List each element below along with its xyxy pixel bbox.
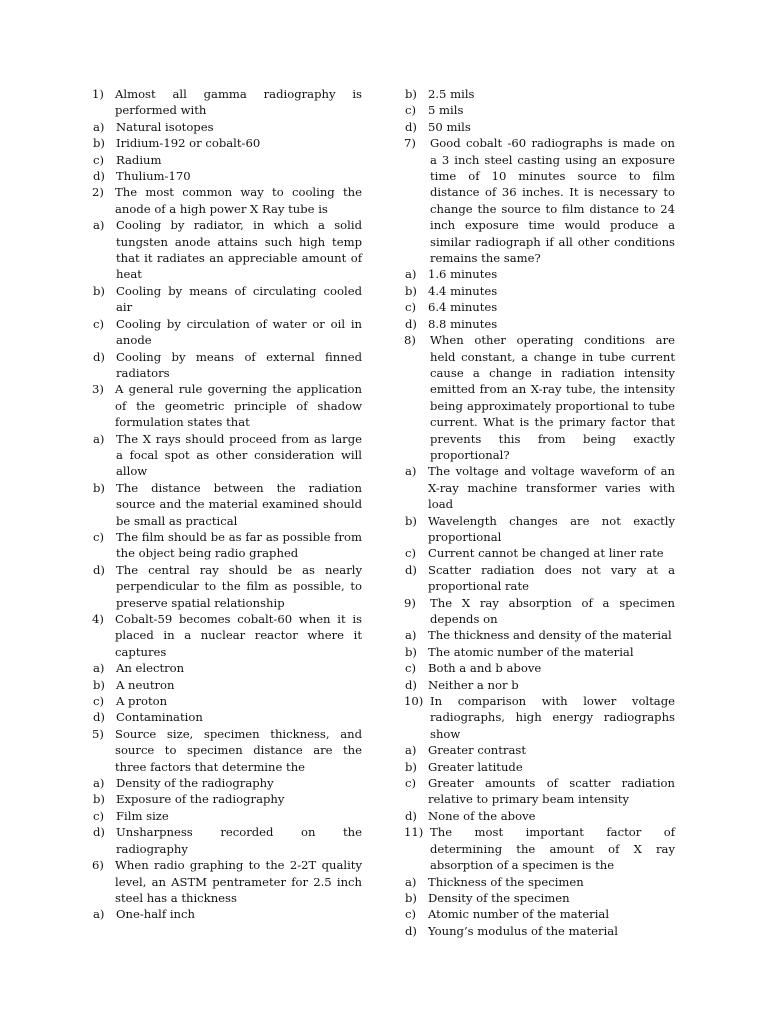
option bbox=[92, 135, 362, 151]
option-text: An electron bbox=[116, 661, 185, 676]
option bbox=[404, 283, 675, 299]
option bbox=[92, 152, 362, 168]
option bbox=[92, 906, 362, 922]
option bbox=[404, 775, 675, 808]
option bbox=[404, 513, 675, 546]
question-number: 3) bbox=[92, 382, 104, 397]
question-6 bbox=[92, 857, 362, 906]
option-text: The voltage and voltage waveform of an X-ray machine transformer varies with load bbox=[428, 464, 675, 512]
option bbox=[92, 480, 362, 529]
option-text: Neither a nor b bbox=[428, 677, 519, 692]
option-text: 1.6 minutes bbox=[428, 267, 498, 282]
option bbox=[404, 102, 675, 118]
option bbox=[404, 119, 675, 135]
option-letter: a) bbox=[405, 874, 417, 889]
option-text: Young’s modulus of the material bbox=[428, 923, 618, 938]
question-text: Source size, specimen thickness, and source to specimen distance are the three factors that determine the bbox=[115, 726, 362, 774]
option bbox=[92, 168, 362, 184]
option-letter: b) bbox=[405, 283, 417, 298]
option bbox=[92, 709, 362, 725]
question-text: The X ray absorption of a specimen depends on bbox=[430, 595, 675, 626]
option-letter: a) bbox=[405, 743, 417, 758]
option bbox=[92, 660, 362, 676]
question-number: 8) bbox=[404, 333, 416, 348]
option-text: A neutron bbox=[116, 677, 175, 692]
option-letter: c) bbox=[93, 152, 105, 167]
option-letter: c) bbox=[405, 546, 417, 561]
option bbox=[404, 759, 675, 775]
question-11 bbox=[404, 824, 675, 873]
option bbox=[92, 791, 362, 807]
option-text: A proton bbox=[116, 694, 168, 709]
option-letter: a) bbox=[405, 628, 417, 643]
option-letter: c) bbox=[405, 776, 417, 791]
option-letter: b) bbox=[93, 136, 105, 151]
option-text: The film should be as far as possible from the object being radio graphed bbox=[116, 529, 362, 561]
question-10 bbox=[404, 693, 675, 742]
option bbox=[92, 529, 362, 562]
option bbox=[404, 316, 675, 332]
question-text: When other operating conditions are held constant, a change in tube current cause a change in radiation intensity emitted from an X-ray tube, the intensity being approximately proportional to tube current. What is the primary factor that prevents this from being exactly proportional? bbox=[430, 333, 675, 462]
option-letter: d) bbox=[405, 562, 417, 577]
question-number: 2) bbox=[92, 185, 104, 200]
option-text: Radium bbox=[116, 152, 162, 167]
option-text: Thickness of the specimen bbox=[428, 874, 584, 889]
option-letter: c) bbox=[93, 529, 105, 544]
option-text: Wavelength changes are not exactly proportional bbox=[428, 513, 675, 544]
option-letter: c) bbox=[93, 316, 105, 331]
option bbox=[92, 283, 362, 316]
option-text: Scatter radiation does not vary at a proportional rate bbox=[428, 562, 675, 594]
option bbox=[92, 316, 362, 349]
question-number: 7) bbox=[404, 136, 416, 151]
option-letter: d) bbox=[93, 562, 105, 577]
question-2 bbox=[92, 184, 362, 217]
option-text: Density of the specimen bbox=[428, 890, 570, 905]
option-text: 4.4 minutes bbox=[428, 283, 498, 298]
question-5 bbox=[92, 726, 362, 775]
option bbox=[92, 808, 362, 824]
question-1 bbox=[92, 86, 362, 119]
option bbox=[404, 677, 675, 693]
option-letter: a) bbox=[405, 267, 417, 282]
option bbox=[92, 562, 362, 611]
option-text: None of the above bbox=[428, 808, 536, 823]
option-letter: d) bbox=[93, 825, 105, 840]
option-text: 5 mils bbox=[428, 103, 464, 118]
option-letter: d) bbox=[93, 710, 105, 725]
option-text: The thickness and density of the material bbox=[428, 628, 672, 643]
option-text: Film size bbox=[116, 808, 169, 823]
option-letter: b) bbox=[93, 792, 105, 807]
question-number: 5) bbox=[92, 726, 104, 741]
option-text: One-half inch bbox=[116, 907, 195, 922]
option bbox=[404, 545, 675, 561]
option-letter: c) bbox=[405, 300, 417, 315]
right-column bbox=[404, 86, 675, 939]
option bbox=[404, 463, 675, 512]
option bbox=[404, 874, 675, 890]
option-letter: a) bbox=[93, 218, 105, 233]
option bbox=[404, 808, 675, 824]
option bbox=[404, 627, 675, 643]
option-text: Cooling by means of circulating cooled air bbox=[116, 283, 362, 315]
option bbox=[92, 431, 362, 480]
option bbox=[92, 217, 362, 283]
option bbox=[404, 562, 675, 595]
question-8 bbox=[404, 332, 675, 463]
option-text: Thulium-170 bbox=[116, 169, 191, 184]
option bbox=[92, 824, 362, 857]
question-text: The most common way to cooling the anode of a high power X Ray tube is bbox=[115, 185, 362, 216]
left-column bbox=[92, 86, 362, 923]
option-text: The central ray should be as nearly perpendicular to the film as possible, to preserve spatial relationship bbox=[116, 562, 362, 610]
option-letter: b) bbox=[405, 759, 417, 774]
option bbox=[404, 923, 675, 939]
option-letter: b) bbox=[405, 513, 417, 528]
option-text: Natural isotopes bbox=[116, 119, 214, 134]
option bbox=[404, 890, 675, 906]
option-text: Greater amounts of scatter radiation relative to primary beam intensity bbox=[428, 776, 675, 807]
option-letter: a) bbox=[93, 661, 105, 676]
question-3 bbox=[92, 381, 362, 430]
question-number: 6) bbox=[92, 858, 104, 873]
option bbox=[404, 86, 675, 102]
option-letter: d) bbox=[405, 316, 417, 331]
question-9 bbox=[404, 595, 675, 628]
option-text: Atomic number of the material bbox=[428, 907, 610, 922]
option bbox=[92, 677, 362, 693]
question-text: Good cobalt -60 radiographs is made on a 3 inch steel casting using an exposure time of 10 minutes source to film distance of 36 inches. It is necessary to change the source to film distance to 24 inch exposure time would produce a similar radiograph if all other conditions remains the same? bbox=[430, 136, 675, 266]
question-number: 9) bbox=[404, 595, 416, 610]
option bbox=[92, 775, 362, 791]
option-letter: b) bbox=[93, 283, 105, 298]
question-7 bbox=[404, 135, 675, 266]
option-text: Cooling by radiator, in which a solid tungsten anode attains such high temp that it radiates an appreciable amount of heat bbox=[116, 218, 362, 282]
option-text: 8.8 minutes bbox=[428, 316, 498, 331]
option-text: 2.5 mils bbox=[428, 87, 475, 101]
question-number: 11) bbox=[404, 825, 424, 840]
option-letter: d) bbox=[405, 677, 417, 692]
option-text: Both a and b above bbox=[428, 661, 542, 676]
question-text: The most important factor of determining the amount of X ray absorption of a specimen is the bbox=[430, 825, 675, 873]
question-number: 10) bbox=[404, 694, 424, 709]
option-text: 50 mils bbox=[428, 119, 471, 134]
question-text: A general rule governing the application of the geometric principle of shadow formulation states that bbox=[115, 382, 362, 430]
option-text: Density of the radiography bbox=[116, 776, 274, 791]
option-letter: b) bbox=[93, 480, 105, 495]
option-letter: c) bbox=[405, 661, 417, 676]
option-text: The atomic number of the material bbox=[428, 644, 634, 659]
option bbox=[404, 742, 675, 758]
question-number: 4) bbox=[92, 612, 104, 626]
option-letter: b) bbox=[93, 677, 105, 692]
option-text: Greater latitude bbox=[428, 759, 523, 774]
option-letter: c) bbox=[93, 694, 105, 709]
option-letter: a) bbox=[405, 464, 417, 479]
question-text: Cobalt-59 becomes cobalt-60 when it is placed in a nuclear reactor where it captures bbox=[115, 612, 362, 659]
option bbox=[404, 660, 675, 676]
option-text: Current cannot be changed at liner rate bbox=[428, 546, 664, 561]
question-text: In comparison with lower voltage radiographs, high energy radiographs show bbox=[430, 694, 675, 741]
option-letter: b) bbox=[405, 87, 417, 101]
question-text: When radio graphing to the 2-2T quality level, an ASTM pentrameter for 2.5 inch steel has a thickness bbox=[115, 858, 362, 905]
option-text: Cooling by means of external finned radiators bbox=[116, 349, 362, 380]
option-letter: d) bbox=[93, 349, 105, 364]
option-text: 6.4 minutes bbox=[428, 300, 498, 315]
option-letter: a) bbox=[93, 119, 105, 134]
option-text: Cooling by circulation of water or oil in anode bbox=[116, 316, 362, 348]
option-text: Exposure of the radiography bbox=[116, 792, 285, 807]
option-letter: c) bbox=[405, 103, 417, 118]
question-number: 1) bbox=[92, 87, 104, 101]
option-letter: d) bbox=[405, 808, 417, 823]
option-letter: d) bbox=[93, 169, 105, 184]
option-letter: d) bbox=[405, 119, 417, 134]
option-text: Greater contrast bbox=[428, 743, 526, 758]
option-text: The distance between the radiation source and the material examined should be small as practical bbox=[116, 480, 362, 528]
option bbox=[92, 693, 362, 709]
option-letter: c) bbox=[93, 808, 105, 823]
option bbox=[92, 349, 362, 382]
option-letter: b) bbox=[405, 644, 417, 659]
option-text: Unsharpness recorded on the radiography bbox=[116, 825, 362, 856]
option-letter: d) bbox=[405, 923, 417, 938]
option-text: Contamination bbox=[116, 710, 203, 725]
option bbox=[404, 266, 675, 282]
option-text: Iridium-192 or cobalt-60 bbox=[116, 136, 261, 151]
option-letter: c) bbox=[405, 907, 417, 922]
option-letter: a) bbox=[93, 907, 105, 922]
option bbox=[404, 299, 675, 315]
option bbox=[92, 119, 362, 135]
question-4 bbox=[92, 611, 362, 660]
option bbox=[404, 644, 675, 660]
option-letter: b) bbox=[405, 890, 417, 905]
question-text: Almost all gamma radiography is performed with bbox=[115, 87, 362, 118]
option-text: The X rays should proceed from as large a focal spot as other consideration will allow bbox=[116, 431, 362, 479]
option bbox=[404, 906, 675, 922]
option-letter: a) bbox=[93, 776, 105, 791]
option-letter: a) bbox=[93, 431, 105, 446]
